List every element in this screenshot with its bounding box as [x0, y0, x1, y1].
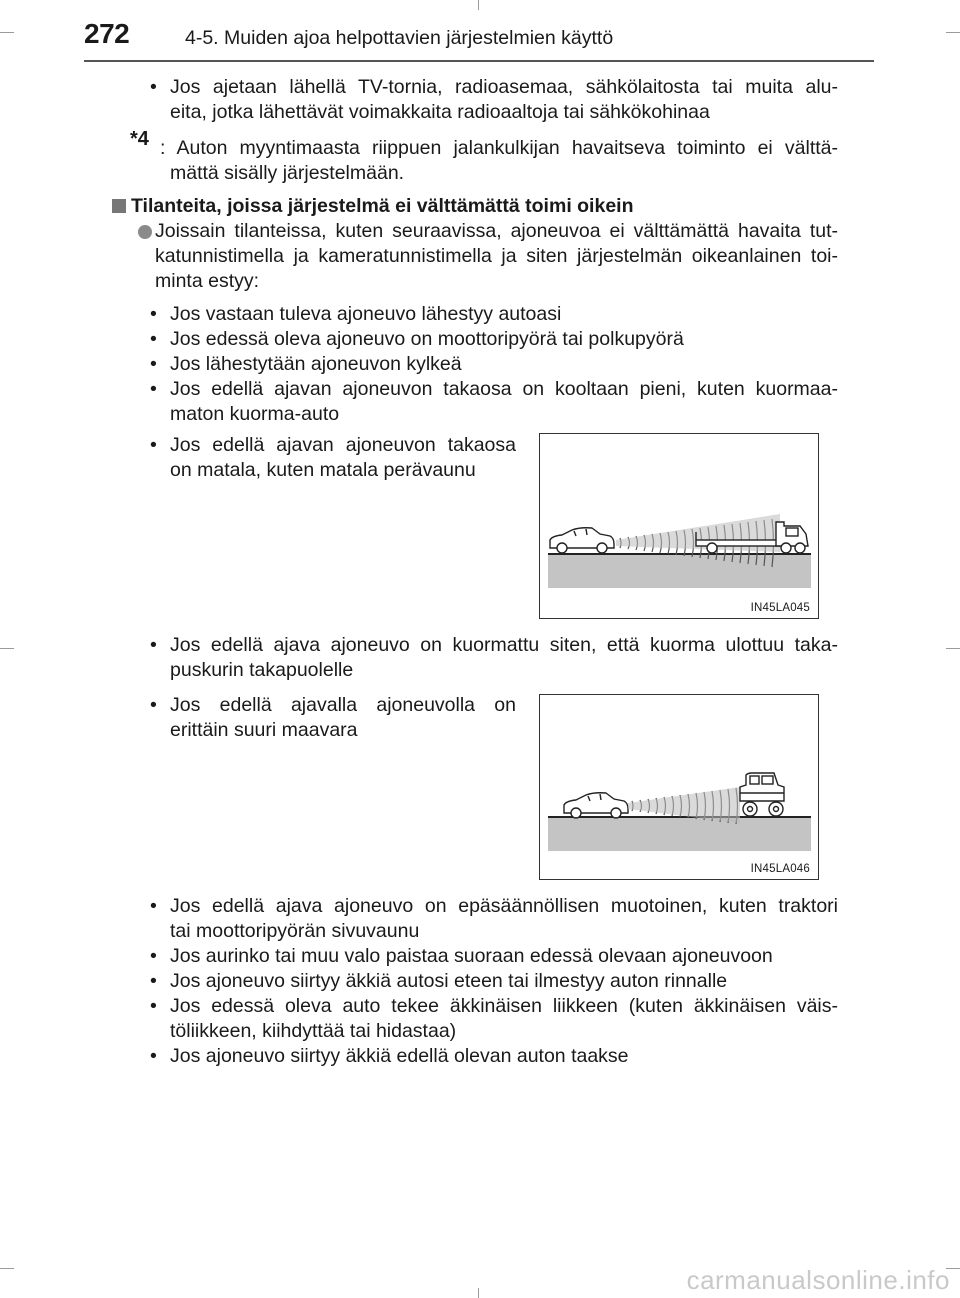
page-number: 272 [84, 18, 130, 49]
watermark: carmanualsonline.info [686, 1265, 950, 1295]
bullet-5-line1: Jos edellä ajavan ajoneuvon takaosa [170, 434, 516, 456]
bullet-marker: • [150, 895, 157, 917]
bullet-11-line2: töliikkeen, kiihdyttää tai hidastaa) [170, 1020, 457, 1042]
bullet-7-line1: Jos edellä ajavalla ajoneuvolla on [170, 694, 516, 716]
bullet-4-line2: maton kuorma-auto [170, 403, 340, 425]
section-heading: Tilanteita, joissa järjestelmä ei välttämättä toimi oikein [131, 195, 634, 217]
bullet-marker: • [150, 995, 157, 1017]
figure-code-1: IN45LA045 [750, 602, 810, 614]
bullet-marker: • [150, 945, 157, 967]
crop-mark [478, 1288, 479, 1298]
figure-code-2: IN45LA046 [750, 863, 810, 875]
bullet-5-line2: on matala, kuten matala perävaunu [170, 459, 476, 481]
figure-high-clearance [539, 694, 819, 880]
lead-line2: katunnistimella ja kameratunnistimella ja siten järjestelmän oikeanlainen toi- [155, 245, 838, 267]
high-clearance-illustration [540, 695, 818, 879]
section-title: 4-5. Muiden ajoa helpottavien järjestelmien käyttö [185, 27, 614, 49]
intro-bullet-line1: Jos ajetaan lähellä TV-tornia, radioasemaa, sähkölaitosta tai muita alu- [170, 76, 838, 98]
crop-mark [0, 648, 14, 649]
bullet-2: Jos edessä oleva ajoneuvo on moottoripyörä tai polkupyörä [170, 328, 684, 350]
bullet-marker: • [150, 694, 157, 716]
footnote-line1: : Auton myyntimaasta riippuen jalankulkijan havaitseva toiminto ei välttä- [160, 137, 838, 159]
bullet-marker: • [150, 328, 157, 350]
bullet-marker: • [150, 353, 157, 375]
bullet-4-line1: Jos edellä ajavan ajoneuvon takaosa on kooltaan pieni, kuten kuormaa- [170, 378, 838, 400]
bullet-marker: • [150, 1045, 157, 1067]
crop-mark [478, 0, 479, 10]
bullet-7-line2: erittäin suuri maavara [170, 719, 358, 741]
bullet-9: Jos aurinko tai muu valo paistaa suoraan edessä olevaan ajoneuvoon [170, 945, 773, 967]
bullet-10: Jos ajoneuvo siirtyy äkkiä autosi eteen tai ilmestyy auton rinnalle [170, 970, 728, 992]
bullet-12: Jos ajoneuvo siirtyy äkkiä edellä olevan auton taakse [170, 1045, 629, 1067]
bullet-8-line1: Jos edellä ajava ajoneuvo on epäsäännöllisen muotoinen, kuten traktori [170, 895, 838, 917]
bullet-11-line1: Jos edessä oleva auto tekee äkkinäisen liikkeen (kuten äkkinäisen väis- [170, 995, 838, 1017]
header-rule [84, 60, 874, 62]
bullet-6-line1: Jos edellä ajava ajoneuvo on kuormattu siten, että kuorma ulottuu taka- [170, 634, 838, 656]
crop-mark [946, 648, 960, 649]
crop-mark [946, 32, 960, 33]
lead-line3: minta estyy: [155, 270, 260, 292]
bullet-marker: • [150, 303, 157, 325]
bullet-8-line2: tai moottoripyörän sivuvaunu [170, 920, 420, 942]
lead-line1: Joissain tilanteissa, kuten seuraavissa, ajoneuvoa ei välttämättä havaita tut- [155, 220, 838, 242]
footnote-mark: *4 [130, 128, 149, 150]
figure-low-trailer [539, 433, 819, 619]
bullet-marker: • [150, 378, 157, 400]
bullet-1: Jos vastaan tuleva ajoneuvo lähestyy autoasi [170, 303, 562, 325]
low-trailer-illustration [540, 434, 818, 618]
bullet-6-line2: puskurin takapuolelle [170, 659, 354, 681]
bullet-3: Jos lähestytään ajoneuvon kylkeä [170, 353, 462, 375]
intro-bullet-line2: eita, jotka lähettävät voimakkaita radioaaltoja tai sähkökohinaa [170, 101, 710, 123]
crop-mark [0, 32, 14, 33]
footnote-line2: mättä sisälly järjestelmään. [170, 162, 405, 184]
bullet-marker: • [150, 434, 157, 456]
bullet-marker: • [150, 76, 157, 98]
bullet-marker: • [150, 970, 157, 992]
circle-bullet-icon [138, 225, 152, 239]
crop-mark [0, 1268, 14, 1269]
bullet-marker: • [150, 634, 157, 656]
heading-square-icon [112, 199, 126, 213]
